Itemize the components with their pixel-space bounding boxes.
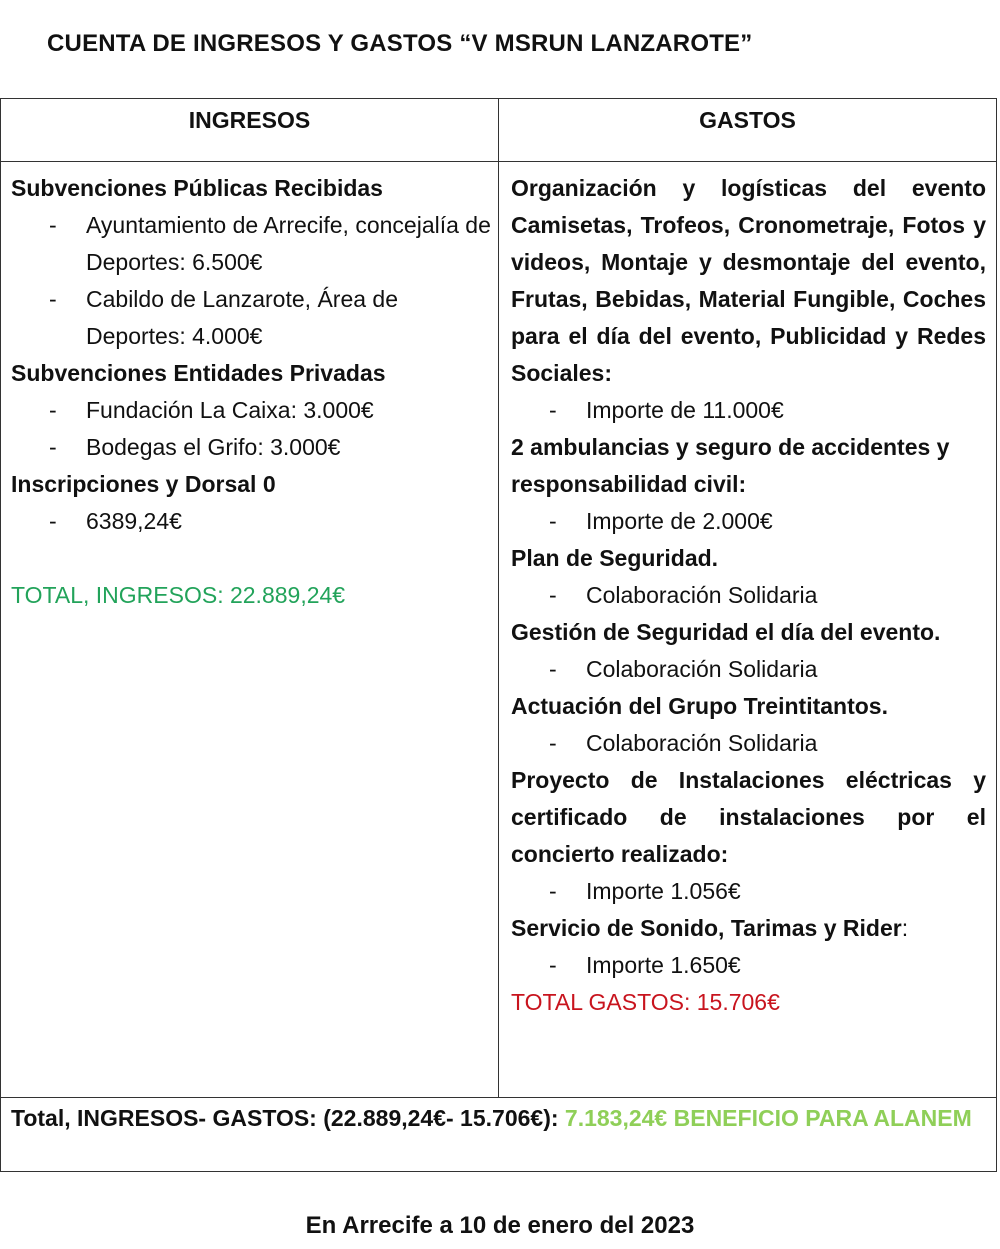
dash-marker: - bbox=[49, 397, 57, 423]
list-item-text: 6389,24€ bbox=[86, 508, 182, 534]
list-item bbox=[511, 577, 986, 614]
list-item-text: Colaboración Solidaria bbox=[586, 656, 818, 682]
private-subsidies-heading: Subvenciones Entidades Privadas bbox=[11, 360, 386, 386]
expense-heading bbox=[511, 910, 986, 947]
list-item bbox=[11, 392, 498, 429]
list-item-text: Colaboración Solidaria bbox=[586, 582, 818, 608]
list-item bbox=[11, 207, 498, 281]
expense-heading: Actuación del Grupo Treintitantos. bbox=[511, 693, 888, 719]
income-total: TOTAL, INGRESOS: 22.889,24€ bbox=[11, 582, 346, 608]
list-item bbox=[511, 392, 986, 429]
dash-marker: - bbox=[549, 508, 557, 534]
dash-marker: - bbox=[49, 434, 57, 460]
list-item bbox=[11, 429, 498, 466]
expense-heading: 2 ambulancias y seguro de accidentes y responsabilidad civil: bbox=[511, 434, 950, 497]
document-title: CUENTA DE INGRESOS Y GASTOS “V MSRUN LANZAROTE” bbox=[47, 30, 753, 57]
registrations-heading: Inscripciones y Dorsal 0 bbox=[11, 471, 276, 497]
list-item-text: Importe de 11.000€ bbox=[586, 397, 784, 423]
dash-marker: - bbox=[549, 878, 557, 904]
balance-label: Total, INGRESOS- GASTOS: (22.889,24€- 15.706€): bbox=[11, 1105, 559, 1131]
list-item-text: Ayuntamiento de Arrecife, concejalía de Deportes: 6.500€ bbox=[86, 212, 491, 275]
gastos-column bbox=[499, 162, 996, 1097]
balance-result: 7.183,24€ BENEFICIO PARA ALANEM bbox=[564, 1105, 972, 1131]
expense-total: TOTAL GASTOS: 15.706€ bbox=[511, 989, 780, 1015]
list-item bbox=[511, 651, 986, 688]
gastos-column-header: GASTOS bbox=[499, 99, 996, 162]
ingresos-column bbox=[1, 162, 499, 1097]
list-item-text: Importe de 2.000€ bbox=[586, 508, 773, 534]
expense-heading: Organización y logísticas del evento Camisetas, Trofeos, Cronometraje, Fotos y videos, Montaje y desmontaje del evento, Frutas, Bebidas, Material Fungible, Coches para el día del evento, Publicidad y Redes Sociales: bbox=[511, 175, 986, 386]
list-item-text: Importe 1.056€ bbox=[586, 878, 741, 904]
ingresos-column-header: INGRESOS bbox=[1, 99, 499, 162]
expense-heading: Gestión de Seguridad el día del evento. bbox=[511, 619, 941, 645]
list-item bbox=[511, 503, 986, 540]
dash-marker: - bbox=[49, 508, 57, 534]
expense-heading: Proyecto de Instalaciones eléctricas y certificado de instalaciones por el concierto realizado: bbox=[511, 767, 986, 867]
dash-marker: - bbox=[549, 656, 557, 682]
list-item-text: Fundación La Caixa: 3.000€ bbox=[86, 397, 374, 423]
list-item bbox=[11, 281, 498, 355]
list-item-text: Colaboración Solidaria bbox=[586, 730, 818, 756]
list-item-text: Bodegas el Grifo: 3.000€ bbox=[86, 434, 341, 460]
dash-marker: - bbox=[549, 952, 557, 978]
sign-off: En Arrecife a 10 de enero del 2023 bbox=[305, 1212, 695, 1239]
list-item-text: Cabildo de Lanzarote, Área de Deportes: 4.000€ bbox=[86, 286, 398, 349]
list-item bbox=[511, 873, 986, 910]
dash-marker: - bbox=[549, 582, 557, 608]
list-item-text: Importe 1.650€ bbox=[586, 952, 741, 978]
list-item bbox=[511, 725, 986, 762]
expense-heading-suffix: : bbox=[901, 915, 909, 941]
dash-marker: - bbox=[549, 730, 557, 756]
dash-marker: - bbox=[49, 212, 57, 238]
income-expense-table bbox=[0, 98, 997, 1172]
dash-marker: - bbox=[549, 397, 557, 423]
public-subsidies-heading: Subvenciones Públicas Recibidas bbox=[11, 175, 383, 201]
expense-heading-text: Servicio de Sonido, Tarimas y Rider bbox=[511, 915, 902, 941]
list-item bbox=[11, 503, 498, 540]
expense-heading: Plan de Seguridad. bbox=[511, 545, 719, 571]
dash-marker: - bbox=[49, 286, 57, 312]
balance-row bbox=[1, 1097, 996, 1171]
list-item bbox=[511, 947, 986, 984]
